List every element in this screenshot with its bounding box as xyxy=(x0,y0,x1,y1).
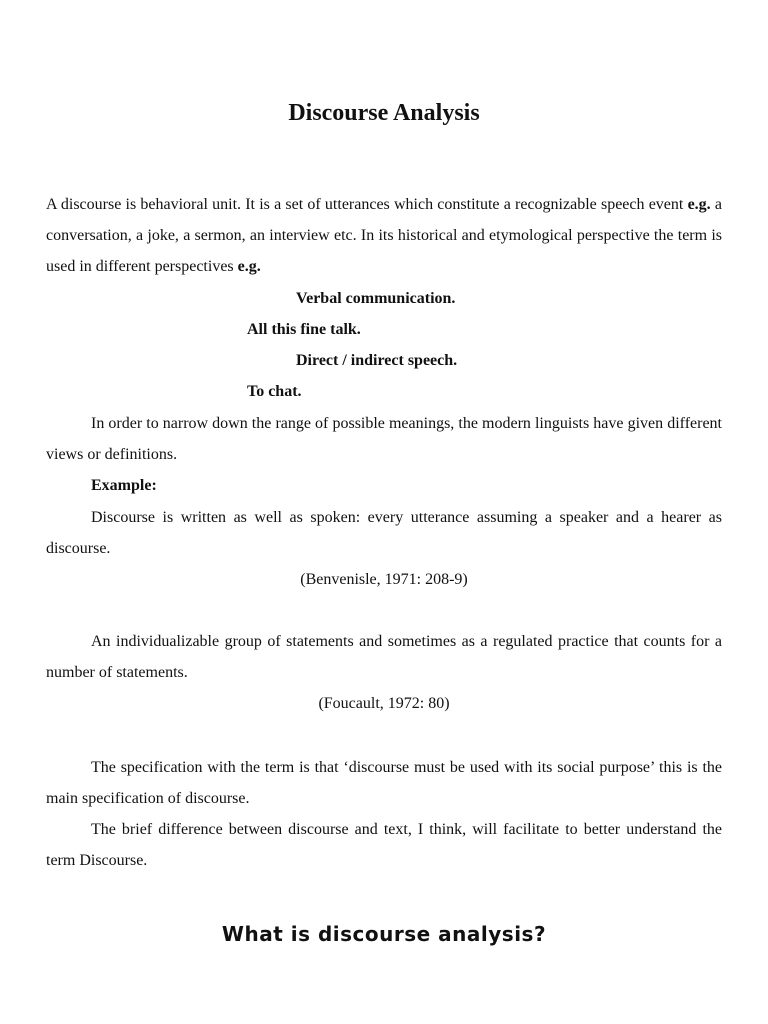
section-heading-what-is-discourse-analysis: What is discourse analysis? xyxy=(221,922,547,946)
example-label: Example: xyxy=(91,477,157,494)
intro-text-part2: a conversation, a joke, a sermon, an interview etc. In its historical and etymological perspective the term is used in different perspectives xyxy=(46,196,722,275)
definition-text-2: An individualizable group of statements and sometimes as a regulated practice that counts for a number of statements. xyxy=(46,633,722,681)
citation-benvenisle: (Benvenisle, 1971: 208-9) xyxy=(300,571,468,588)
page-title: Discourse Analysis xyxy=(288,100,480,126)
example-item-direct-indirect-speech: Direct / indirect speech. xyxy=(296,352,458,369)
intro-paragraph xyxy=(46,189,722,282)
specification-text: The specification with the term is that ‘discourse must be used with its social purpose’ this is the main specification of discourse. xyxy=(46,759,722,807)
specification-paragraph xyxy=(46,752,722,814)
citation-foucault: (Foucault, 1972: 80) xyxy=(318,695,450,712)
definition-text-1: Discourse is written as well as spoken: every utterance assuming a speaker and a hearer as discourse. xyxy=(46,509,722,557)
definition-paragraph-1 xyxy=(46,502,722,564)
example-item-to-chat: To chat. xyxy=(247,383,302,400)
intro-text-part1: A discourse is behavioral unit. It is a set of utterances which constitute a recognizable speech event xyxy=(46,196,688,213)
difference-text: The brief difference between discourse and text, I think, will facilitate to better understand the term Discourse. xyxy=(46,821,722,869)
difference-paragraph xyxy=(46,814,722,876)
example-item-verbal-communication: Verbal communication. xyxy=(296,290,456,307)
eg-label-1: e.g. xyxy=(687,196,711,213)
narrow-meanings-paragraph xyxy=(46,408,722,470)
definition-paragraph-2 xyxy=(46,626,722,688)
eg-label-2: e.g. xyxy=(237,258,261,275)
example-label-line xyxy=(46,470,722,501)
narrow-meanings-text: In order to narrow down the range of possible meanings, the modern linguists have given different views or definitions. xyxy=(46,415,722,463)
example-item-fine-talk: All this fine talk. xyxy=(247,321,361,338)
